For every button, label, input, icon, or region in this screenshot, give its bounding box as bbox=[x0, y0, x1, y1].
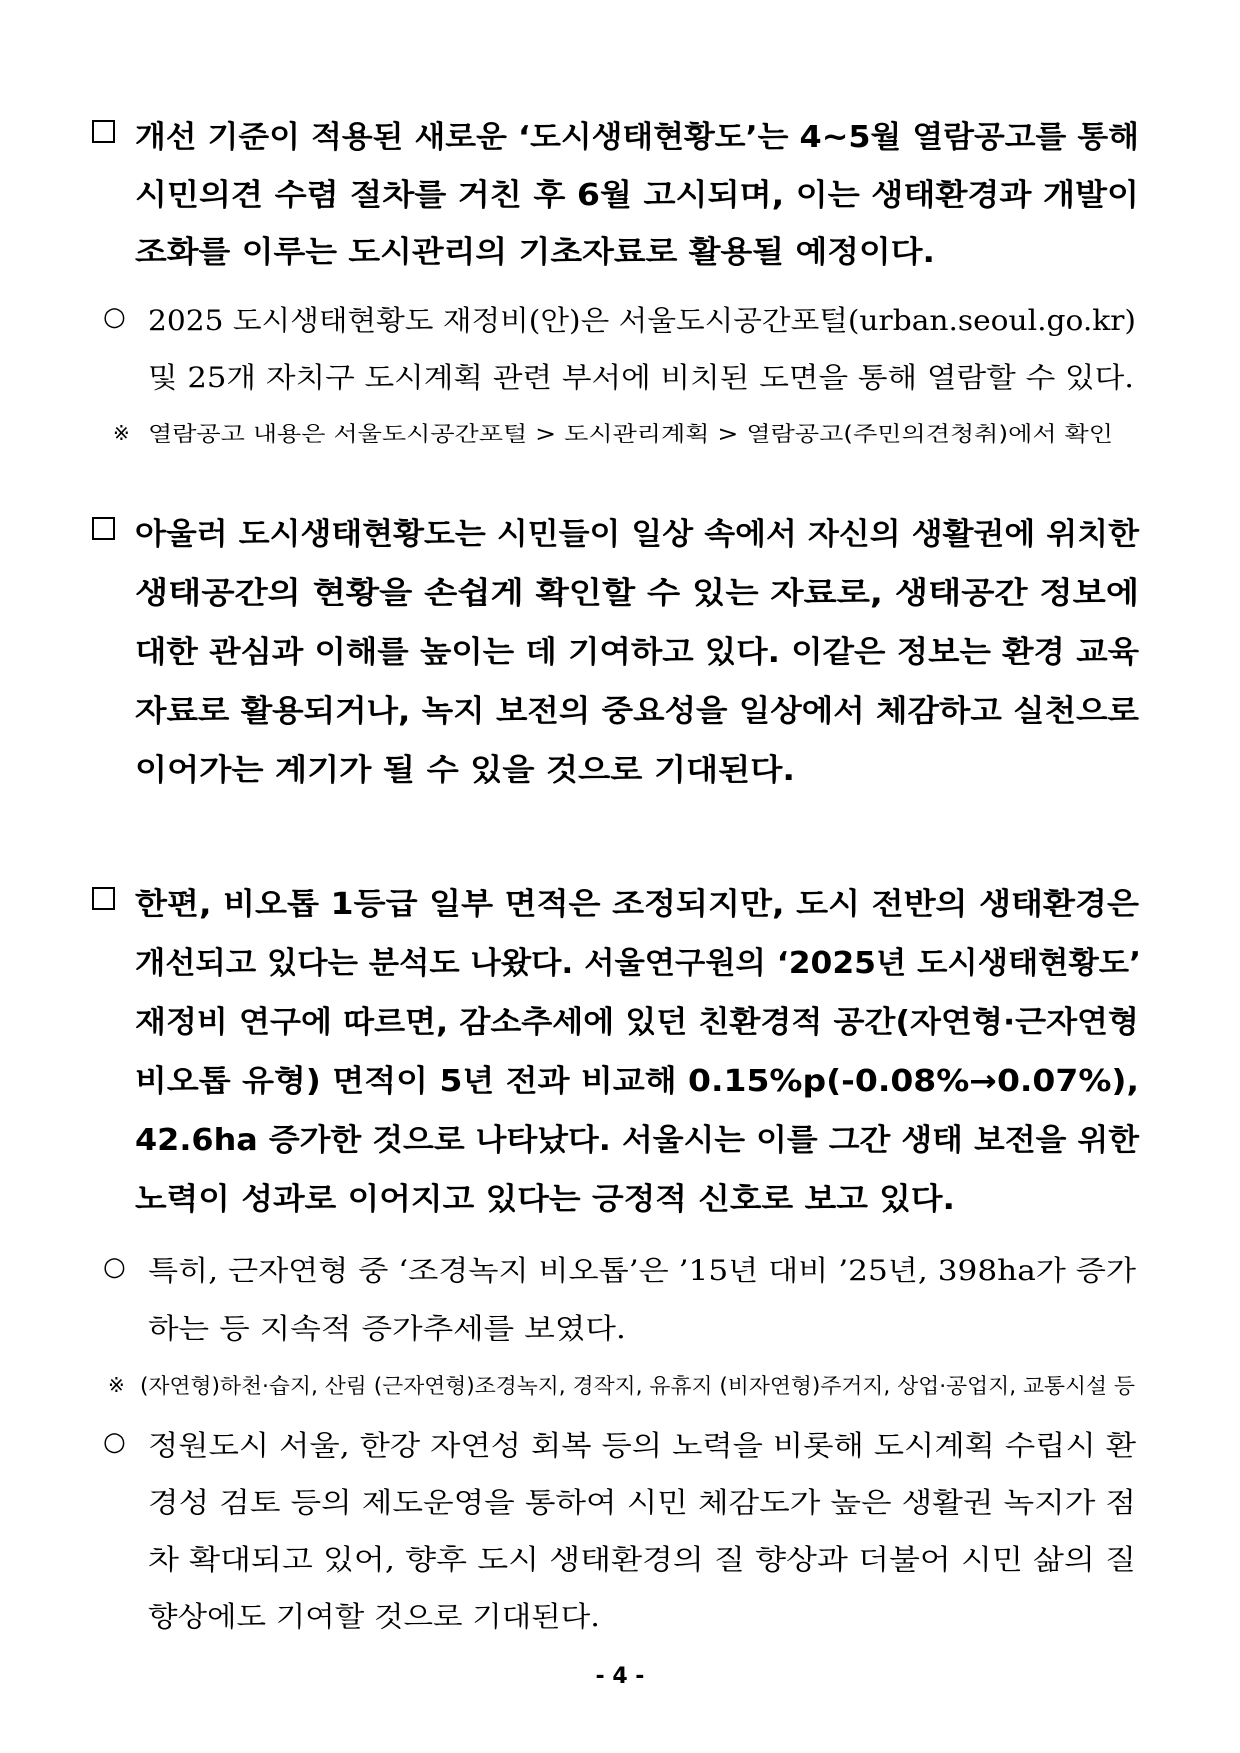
sub-line: 정원도시 서울, 한강 자연성 회복 등의 노력을 비롯해 도시계획 수립시 환 bbox=[148, 1429, 1136, 1462]
body-line: 이어가는 계기가 될 수 있을 것으로 기대된다. bbox=[135, 753, 795, 788]
sub-line: 경성 검토 등의 제도운영을 통하여 시민 체감도가 높은 생활권 녹지가 점 bbox=[148, 1486, 1136, 1519]
body-line: 대한 관심과 이해를 높이는 데 기여하고 있다. 이같은 정보는 환경 교육 bbox=[135, 635, 1139, 670]
sub-line: 및 25개 자치구 도시계획 관련 부서에 비치된 도면을 통해 열람할 수 있다. bbox=[148, 361, 1134, 394]
body-line: 개선 기준이 적용된 새로운 ‘도시생태현황도’는 4~5월 열람공고를 통해 bbox=[135, 120, 1139, 155]
sub-line: 차 확대되고 있어, 향후 도시 생태환경의 질 향상과 더불어 시민 삶의 질 bbox=[148, 1543, 1136, 1576]
sub-line: 향상에도 기여할 것으로 기대된다. bbox=[148, 1600, 600, 1633]
checkbox-square-icon bbox=[92, 887, 115, 910]
sub-line: 하는 등 지속적 증가추세를 보였다. bbox=[148, 1312, 626, 1345]
circle-bullet-icon: ○ bbox=[103, 302, 126, 332]
page-number: - 4 - bbox=[595, 1664, 645, 1689]
circle-bullet-icon: ○ bbox=[103, 1427, 126, 1457]
body-line: 자료로 활용되거나, 녹지 보전의 중요성을 일상에서 체감하고 실천으로 bbox=[135, 694, 1139, 729]
sub-line: 특히, 근자연형 중 ‘조경녹지 비오톱’은 ’15년 대비 ’25년, 398ha가 증가 bbox=[148, 1254, 1136, 1287]
checkbox-square-icon bbox=[92, 120, 115, 143]
body-line: 시민의견 수렴 절차를 거친 후 6월 고시되며, 이는 생태환경과 개발이 bbox=[135, 178, 1139, 213]
body-line: 비오톱 유형) 면적이 5년 전과 비교해 0.15%p(-0.08%→0.07%), bbox=[135, 1064, 1139, 1099]
body-line: 한편, 비오톱 1등급 일부 면적은 조정되지만, 도시 전반의 생태환경은 bbox=[135, 887, 1139, 922]
note-mark-icon: ※ bbox=[108, 1373, 125, 1397]
body-line: 개선되고 있다는 분석도 나왔다. 서울연구원의 ‘2025년 도시생태현황도’ bbox=[135, 946, 1141, 981]
sub-line: 2025 도시생태현황도 재정비(안)은 서울도시공간포털(urban.seoul.go.kr) bbox=[148, 304, 1136, 337]
body-line: 조화를 이루는 도시관리의 기초자료로 활용될 예정이다. bbox=[135, 235, 935, 270]
body-line: 노력이 성과로 이어지고 있다는 긍정적 신호로 보고 있다. bbox=[135, 1182, 956, 1217]
note-mark-icon: ※ bbox=[113, 421, 130, 445]
body-line: 재정비 연구에 따르면, 감소추세에 있던 친환경적 공간(자연형·근자연형 bbox=[135, 1005, 1139, 1040]
note-line: 열람공고 내용은 서울도시공간포털 > 도시관리계획 > 열람공고(주민의견청취)에서 확인 bbox=[148, 422, 1113, 446]
circle-bullet-icon: ○ bbox=[103, 1252, 126, 1282]
body-line: 아울러 도시생태현황도는 시민들이 일상 속에서 자신의 생활권에 위치한 bbox=[135, 517, 1139, 552]
body-line: 42.6ha 증가한 것으로 나타났다. 서울시는 이를 그간 생태 보전을 위한 bbox=[135, 1123, 1139, 1158]
checkbox-square-icon bbox=[92, 517, 115, 540]
note-line: (자연형)하천·습지, 산림 (근자연형)조경녹지, 경작지, 유휴지 (비자연형)주거지, 상업·공업지, 교통시설 등 bbox=[140, 1374, 1135, 1398]
body-line: 생태공간의 현황을 손쉽게 확인할 수 있는 자료로, 생태공간 정보에 bbox=[135, 576, 1139, 611]
